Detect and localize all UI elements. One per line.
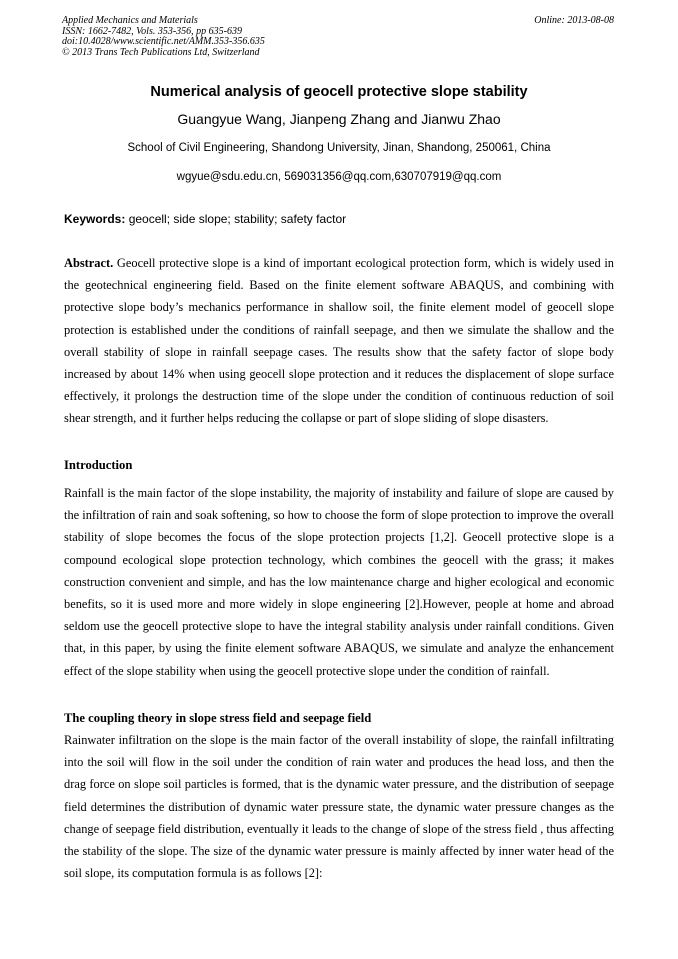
coupling-section bbox=[64, 729, 614, 884]
introduction-text: Rainfall is the main factor of the slope instability, the majority of instability and failure of slope are caused by the infiltration of rain and soak softening, so how to choose the form of slope protection to improve the overall stability of slope becomes the focus of the slope protection projects [1,2]. Geocell protective slope is a compound ecological slope protection technology, which combines the geocell with the grass; it makes construction convenient and simple, and has the low maintenance charge and higher ecological and economic benefits, so it is used more and more widely in slope engineering [2].However, people at home and abroad seldom use the geocell protective slope to have the integral stability analysis under rainfall conditions. Given that, in this paper, by using the finite element software ABAQUS, we simulate and analyze the enhancement effect of the slope stability when using the geocell protective slope under the condition of rainfall. bbox=[64, 486, 614, 678]
journal-doi: doi:10.4028/www.scientific.net/AMM.353-356.635 bbox=[62, 36, 265, 47]
journal-header bbox=[62, 16, 614, 58]
journal-name: Applied Mechanics and Materials bbox=[62, 15, 198, 26]
paper-title: Numerical analysis of geocell protective slope stability bbox=[150, 84, 528, 100]
author-affiliation: School of Civil Engineering, Shandong University, Jinan, Shandong, 250061, China bbox=[127, 142, 551, 154]
abstract bbox=[64, 252, 614, 430]
keywords-label: Keywords: bbox=[64, 212, 126, 226]
coupling-heading: The coupling theory in slope stress field and seepage field bbox=[64, 711, 372, 725]
journal-copyright: © 2013 Trans Tech Publications Ltd, Switzerland bbox=[62, 46, 260, 58]
introduction-heading: Introduction bbox=[64, 458, 133, 472]
abstract-label: Abstract. bbox=[64, 256, 114, 270]
journal-issn: ISSN: 1662-7482, Vols. 353-356, pp 635-639 bbox=[62, 25, 242, 37]
abstract-text: Geocell protective slope is a kind of important ecological protection form, which is widely used in the geotechnical engineering field. Based on the finite element software ABAQUS, and combining with protective slope body’s mechanics performance in shallow soil, the finite element model of geocell slope protection is established under the conditions of rainfall seepage, and then we simulate the shallow and the overall stability of slope in rainfall seepage cases. The results show that the safety factor of slope body increased by about 14% when using geocell slope protection and it reduces the displacement of slope surface effectively, it prolongs the destruction time of the slope under the condition of continuous reduction of soil shear strength, and it further helps reducing the collapse or part of slope sliding of slope disasters. bbox=[64, 256, 614, 426]
paper-authors: Guangyue Wang, Jianpeng Zhang and Jianwu Zhao bbox=[177, 111, 501, 127]
online-date: Online: 2013-08-08 bbox=[534, 15, 614, 26]
keywords-text: geocell; side slope; stability; safety factor bbox=[125, 212, 347, 226]
keywords bbox=[64, 212, 346, 226]
author-emails: wgyue@sdu.edu.cn, 569031356@qq.com,630707919@qq.com bbox=[176, 171, 502, 183]
introduction-section bbox=[64, 482, 614, 682]
coupling-text: Rainwater infiltration on the slope is the main factor of the overall instability of slope, the rainfall infiltrating into the soil will flow in the soil under the condition of rain water and produces the head loss, and then the drag force on slope soil particles is formed, that is the dynamic water pressure, and the distribution of seepage field determines the distribution of dynamic water pressure state, the dynamic water pressure changes as the change of seepage field distribution, eventually it leads to the change of slope of the stress field , thus affecting the stability of the slope. The size of the dynamic water pressure is mainly affected by inner water head of the soil slope, its computation formula is as follows [2]: bbox=[64, 733, 614, 881]
